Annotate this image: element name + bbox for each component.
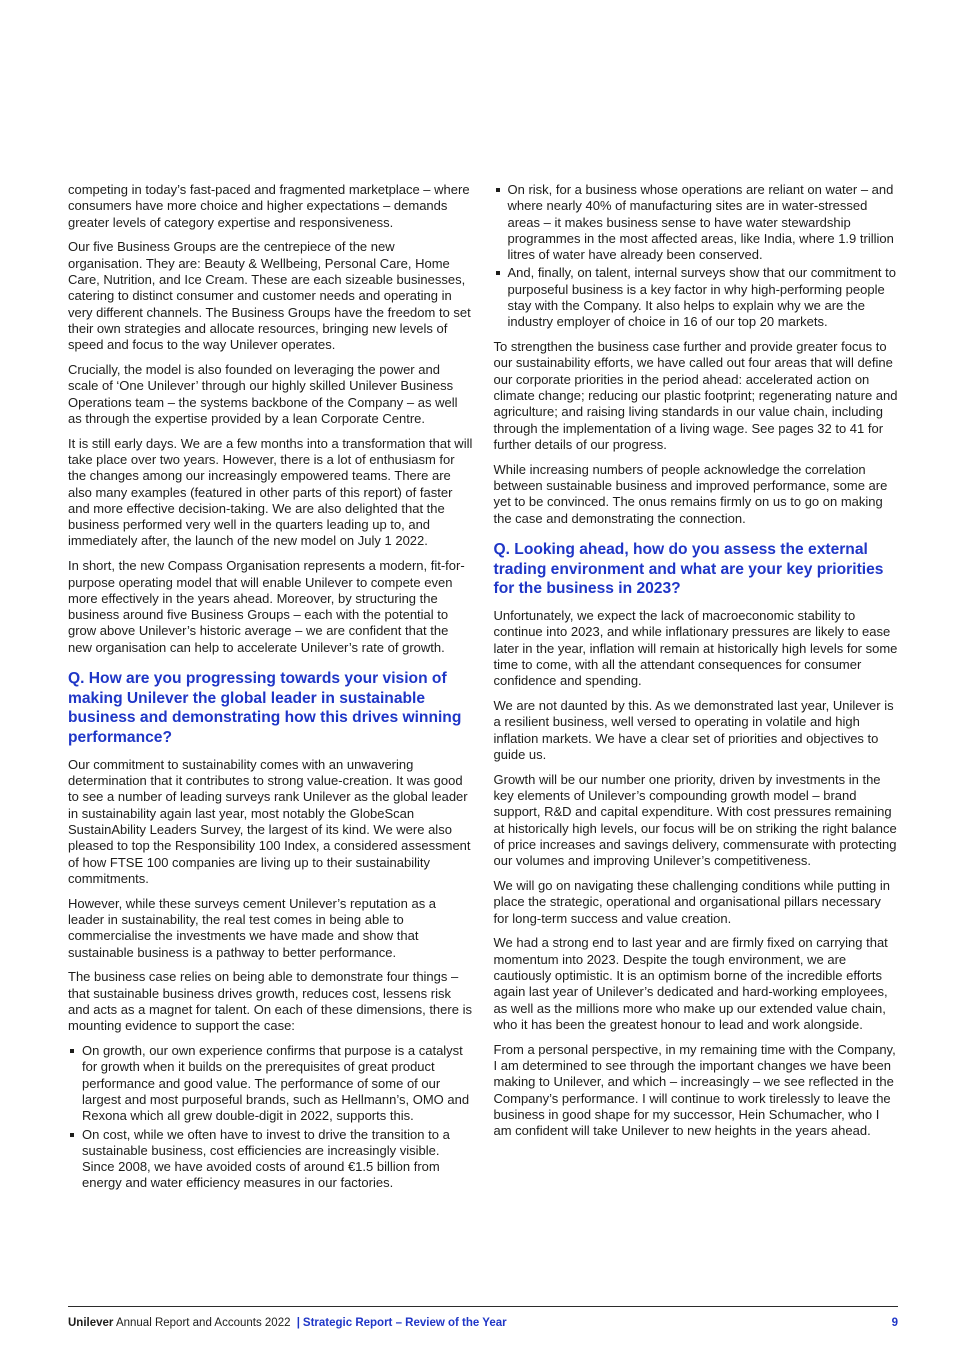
paragraph: Our five Business Groups are the centrepiece of the new organisation. They are: Beauty & Wellbeing, Personal Care, Home Care, Nutrition, and Ice Cream. These are each sizeable businesses, catering to distinct consumer and customer needs and operating in very different channels. The Business Groups have the freedom to set their own strategies and allocate resources, bringing new levels of speed and focus to the way Unilever operates. [68,239,471,353]
paragraph: However, while these surveys cement Unilever’s reputation as a leader in sustainability, the real test comes in being able to commercialise the investments we have made and show that sustainable business is a pathway to better performance. [68,895,437,960]
paragraph: Growth will be our number one priority, driven by investments in the key elements of Unilever’s compounding growth model – brand support, R&D and capital expenditure. With cost pressures remaining at historically high levels, our focus will be on striking the right balance of price increases and savings delivery, commensurate with protecting our volumes and improving Unilever’s competitiveness. [493,771,897,869]
paragraph: The business case relies on being able to demonstrate four things – that sustainable business drives growth, reduces cost, lessens risk and acts as a magnet for talent. On each of these dimensions, there is mounting evidence to support the case: [68,969,472,1034]
paragraph: We will go on navigating these challenging conditions while putting in place the strategic, operational and organisational pillars necessary for long-term success and value creation. [493,878,891,926]
footer-report-title [68,1316,507,1330]
footer-brand: Unilever [68,1317,114,1329]
footer-separator: | [296,1317,300,1329]
question-heading-sustainability: Q. How are you progressing towards your vision of making Unilever the global leader in sustainable business and demonstrating how this drives winning performance? [68,670,462,747]
bullet-item-growth [68,1043,473,1124]
bullet-square-icon [496,271,500,275]
bullet-square-icon [70,1049,74,1053]
footer-report-name: Annual Report and Accounts 2022 [113,1317,294,1329]
bullet-text: On growth, our own experience confirms that purpose is a catalyst for growth when it builds on the prerequisites of great product performance and good value. The performance of some of our largest and most purposeful brands, such as Hellmann’s, OMO and Rexona which all grew double-digit in 2022, supports this. [82,1043,470,1124]
paragraph: Unfortunately, we expect the lack of macroeconomic stability to continue into 2023, and while inflationary pressures are likely to ease later in the year, inflation will remain at historically high levels for some time to come, with all the attendant consequences for consumer confidence and spending. [493,608,898,689]
paragraph: From a personal perspective, in my remaining time with the Company, I am determined to see through the important changes we have been making to Unilever, and which – increasingly – we see reflected in the Company’s performance. I will continue to work tirelessly to leave the business in good shape for my successor, Hein Schumacher, who I am confident will take Unilever to new heights in the years ahead. [493,1041,896,1139]
paragraph: To strengthen the business case further and provide greater focus to our sustainability efforts, we have called out four areas that will define our corporate priorities in the period ahead: accelerated action on climate change; reducing our plastic footprint; regenerating nature and agriculture; and raising living standards in our value chain, including through the implementation of a living wage. See pages 32 to 41 for further details of our progress. [493,339,898,452]
paragraph: We are not daunted by this. As we demonstrated last year, Unilever is a resilient business, well versed to operating in volatile and high inflation markets. We have a clear set of priorities and objectives to guide us. [493,698,894,762]
question-heading-outlook: Q. Looking ahead, how do you assess the external trading environment and what are your key priorities for the business in 2023? [493,540,884,598]
page-content [68,182,898,1194]
paragraph: In short, the new Compass Organisation represents a modern, fit-for-purpose operating model that will enable Unilever to compete even more effectively in the years ahead. Moreover, by structuring the business around five Business Groups – each with the potential to grow above Unilever’s historic average – we are confident that the new organisation can help to accelerate Unilever’s rate of growth. [68,558,465,655]
bullet-square-icon [496,188,500,192]
right-column [494,182,899,1194]
paragraph: While increasing numbers of people acknowledge the correlation between sustainable business and improved performance, some are yet to be convinced. The onus remains firmly on us to go on making the case and demonstrating the connection. [493,461,888,526]
paragraph: It is still early days. We are a few months into a transformation that will take place over two years. However, there is a lot of enthusiasm for the changes among our increasingly empowered teams. There are also many examples (featured in other parts of this report) of faster and more effective decision-taking. We are also delighted that the business performed very well in the quarters leading up to, and immediately after, the launch of the new model on July 1 2022. [68,435,473,549]
paragraph: Our commitment to sustainability comes with an unwavering determination that it contributes to strong value-creation. It was good to see a number of leading surveys rank Unilever as the global leader in sustainability again last year, most notably the GlobeScan SustainAbility Leaders Survey, the largest of its kind. We were also pleased to top the Responsibility 100 Index, a considered assessment of how FTSE 100 companies are living up to their sustainability commitments. [68,756,471,886]
bullet-item-risk [494,182,899,263]
bullet-text: On cost, while we often have to invest to drive the transition to a sustainable business, cost efficiencies are increasingly visible. Since 2008, we have avoided costs of around €1.5 billion from energy and water efficiency measures in our factories. [82,1126,450,1191]
bullet-text: And, finally, on talent, internal surveys show that our commitment to purposeful business is a key factor in why high-performing people stay with the Company. It also helps to explain why we are the industry employer of choice in 16 of our top 20 markets. [507,265,896,330]
bullet-square-icon [70,1133,74,1137]
left-column [68,182,473,1194]
page-number: 9 [891,1317,898,1329]
footer-section-label: Strategic Report – Review of the Year [302,1317,507,1329]
bullet-text: On risk, for a business whose operations are reliant on water – and where nearly 40% of manufacturing sites are in water-stressed areas – it makes business sense to have water stewardship programmes in the most affected areas, like India, where 1.9 trillion litres of water have already been conserved. [507,182,894,263]
paragraph: competing in today’s fast-paced and fragmented marketplace – where consumers have more choice and higher expectations – demands greater levels of category expertise and responsiveness. [68,182,470,230]
bullet-item-cost [68,1127,473,1192]
paragraph: Crucially, the model is also founded on leveraging the power and scale of ‘One Unilever’ through our highly skilled Unilever Business Operations team – the systems backbone of the Company – as well as through the expertise provided by a lean Corporate Centre. [68,361,458,426]
paragraph: We had a strong end to last year and are firmly fixed on carrying that momentum into 2023. Despite the tough environment, we are cautiously optimistic. It is an optimism borne of the incredible efforts again last year of Unilever’s dedicated and hard-working employees, as well as the millions more who make up our extended value chain, who it has been the greatest honour to lead and work alongside. [493,935,888,1032]
page-footer [68,1306,898,1330]
bullet-item-talent [494,265,899,330]
